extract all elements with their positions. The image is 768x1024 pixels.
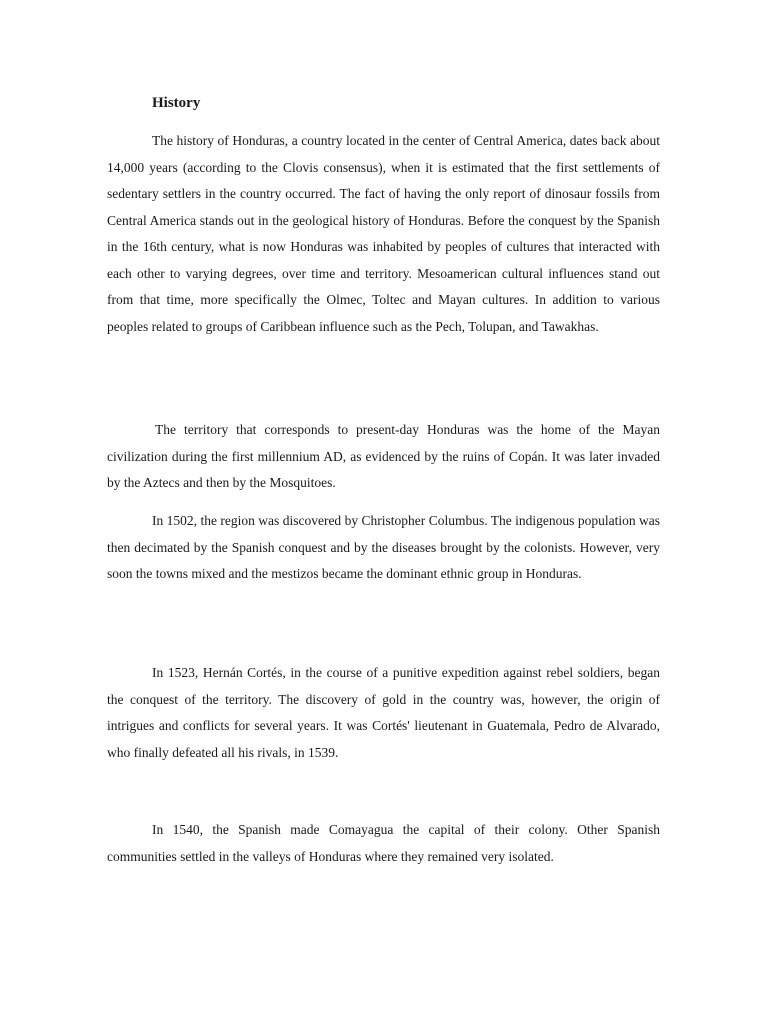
page-title: History: [152, 95, 201, 111]
paragraph-columbus-discovery: In 1502, the region was discovered by Christopher Columbus. The indigenous population was then decimated by the Spanish conquest and by the diseases brought by the colonists. However, very soon the towns mixed and the mestizos became the dominant ethnic group in Honduras.: [107, 513, 660, 581]
paragraph-prehistory: The history of Honduras, a country located in the center of Central America, dates back about 14,000 years (according to the Clovis consensus), when it is estimated that the first settlements of sedentary settlers in the country occurred. The fact of having the only report of dinosaur fossils from Central America stands out in the geological history of Honduras. Before the conquest by the Spanish in the 16th century, what is now Honduras was inhabited by peoples of cultures that interacted with each other to varying degrees, over time and territory. Mesoamerican cultural influences stand out from that time, more specifically the Olmec, Toltec and Mayan cultures. In addition to various peoples related to groups of Caribbean influence such as the Pech, Tolupan, and Tawakhas.: [107, 133, 660, 334]
paragraph-comayagua-capital: In 1540, the Spanish made Comayagua the capital of their colony. Other Spanish communities settled in the valleys of Honduras where they remained very isolated.: [107, 822, 660, 864]
paragraph-mayan-civilization: The territory that corresponds to present-day Honduras was the home of the Mayan civilization during the first millennium AD, as evidenced by the ruins of Copán. It was later invaded by the Aztecs and then by the Mosquitoes.: [107, 422, 660, 490]
paragraph-cortes-conquest: In 1523, Hernán Cortés, in the course of a punitive expedition against rebel soldiers, began the conquest of the territory. The discovery of gold in the country was, however, the origin of intrigues and conflicts for several years. It was Cortés' lieutenant in Guatemala, Pedro de Alvarado, who finally defeated all his rivals, in 1539.: [107, 665, 660, 760]
